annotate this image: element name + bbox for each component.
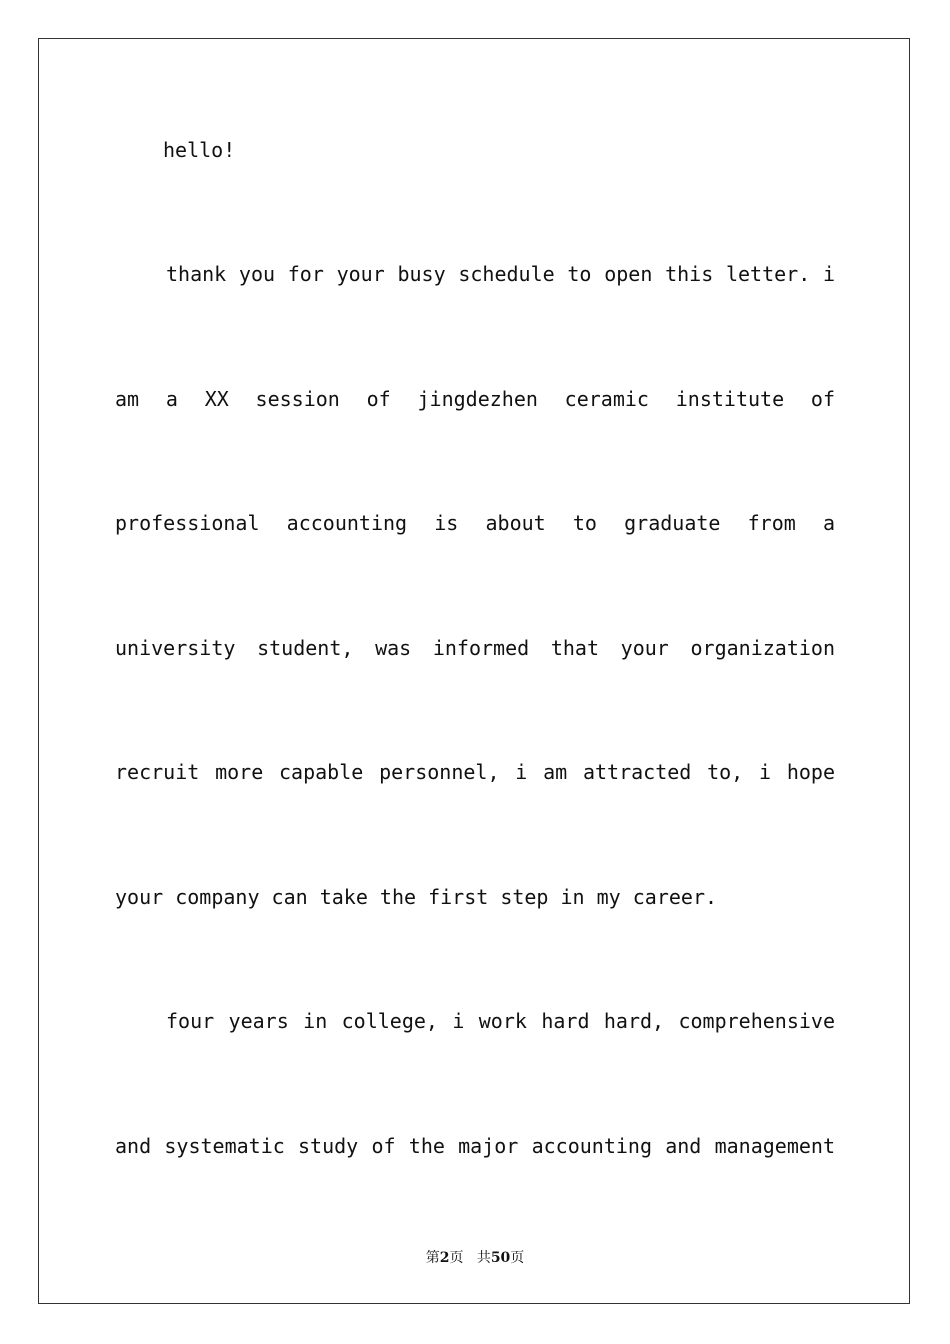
page-border [38, 38, 910, 1304]
total-prefix: 共 [476, 1250, 491, 1266]
greeting-line: hello! [163, 138, 236, 162]
total-suffix: 页 [510, 1250, 525, 1266]
page-footer [0, 1247, 950, 1267]
body-line-5: recruit more capable personnel, i am attracted to, i hope [115, 760, 835, 784]
body-line-8: and systematic study of the major accounting and management [115, 1134, 835, 1158]
body-line-2: am a XX session of jingdezhen ceramic institute of [115, 387, 835, 411]
page-prefix: 第 [425, 1250, 440, 1266]
page-number: 2 [439, 1250, 450, 1266]
body-line-1: thank you for your busy schedule to open this letter. i [166, 262, 835, 286]
body-line-3: professional accounting is about to graduate from a [115, 511, 835, 535]
page-suffix: 页 [449, 1250, 464, 1266]
body-line-6: your company can take the first step in my career. [115, 885, 718, 909]
body-line-4: university student, was informed that your organization [115, 636, 835, 660]
total-pages: 50 [490, 1250, 511, 1266]
body-line-7: four years in college, i work hard hard, comprehensive [166, 1009, 835, 1033]
